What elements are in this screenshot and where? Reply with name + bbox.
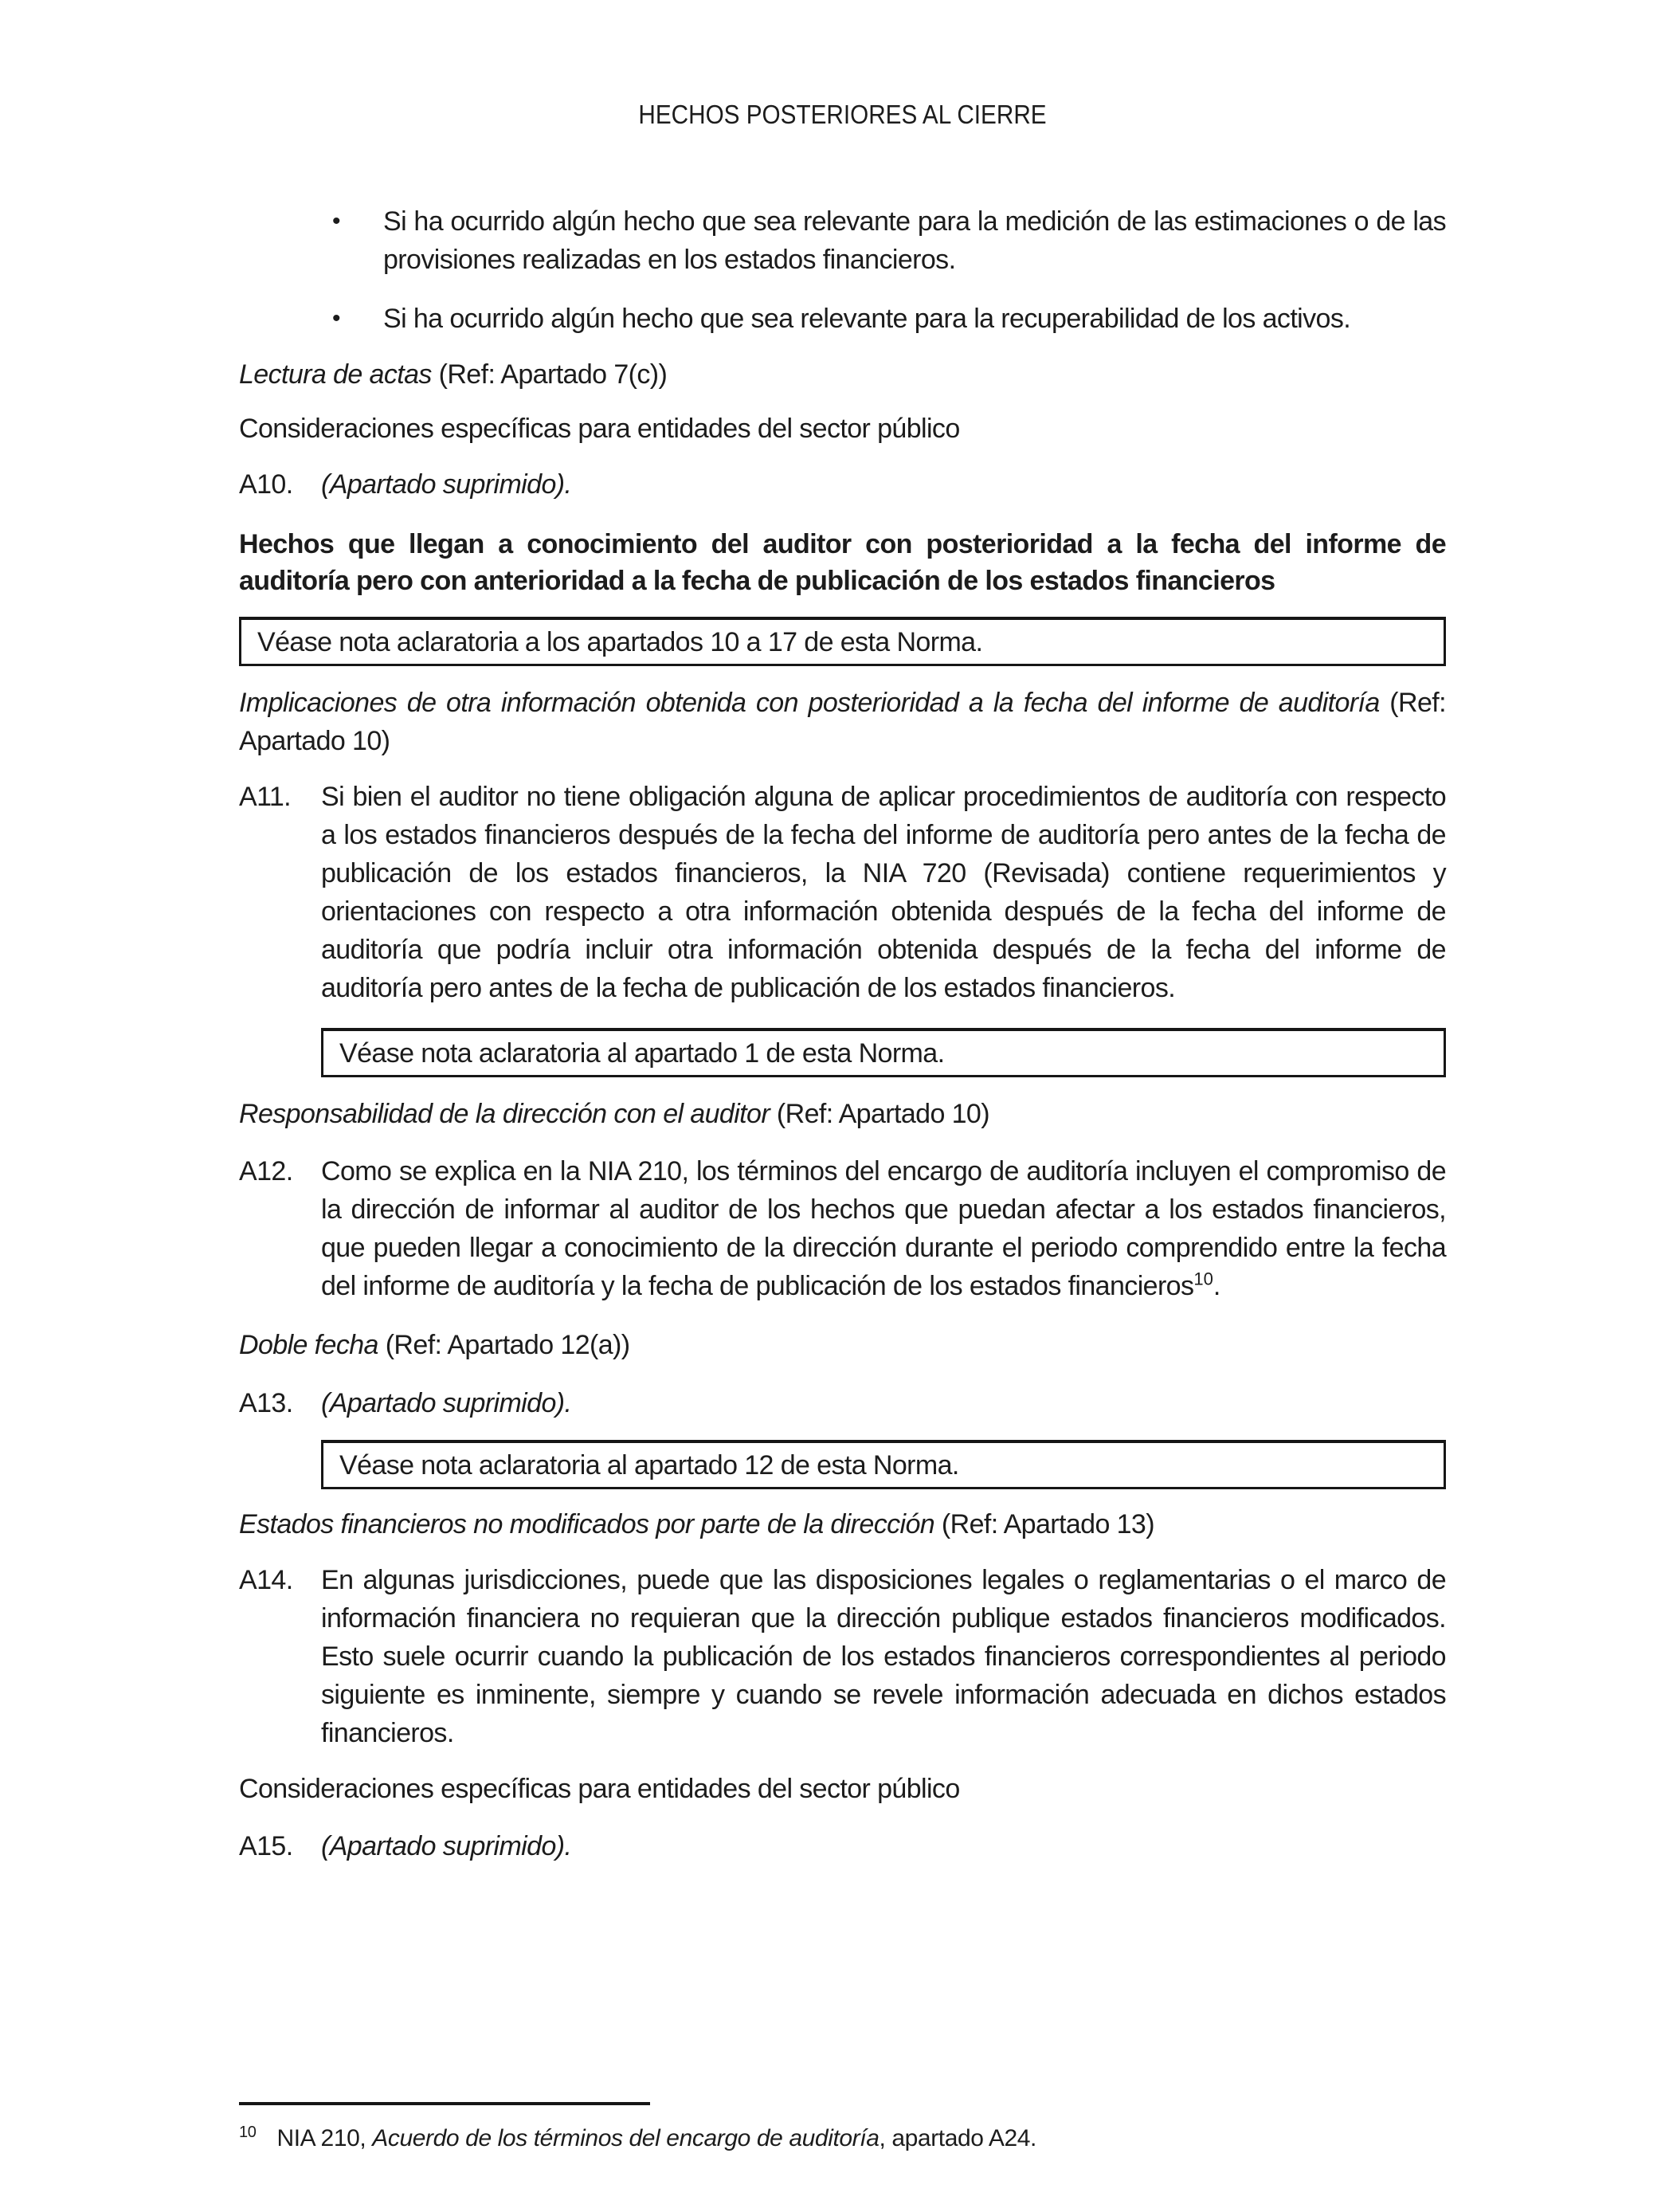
heading-italic-text: Doble fecha: [239, 1330, 378, 1360]
paragraph-label: A11.: [239, 782, 292, 812]
paragraph-a11: [239, 778, 1446, 1007]
footnote-area: [239, 2102, 1446, 2156]
heading-italic-text: Estados financieros no modificados por parte de la dirección: [239, 1509, 935, 1539]
paragraph-a13: [239, 1384, 1446, 1422]
paragraph-text: .: [1213, 1271, 1220, 1301]
paragraph-body: [321, 465, 1446, 504]
footnote-text: NIA 210,: [276, 2125, 373, 2151]
footnote-italic-text: Acuerdo de los términos del encargo de auditoría: [372, 2125, 880, 2151]
paragraph-text: (Apartado suprimido).: [321, 1831, 572, 1861]
section-heading-estados-no-modificados: [239, 1505, 1446, 1543]
note-box-1: [239, 617, 1446, 666]
heading-italic-text: Lectura de actas: [239, 359, 432, 390]
note-box-2: [321, 1028, 1446, 1077]
bullet-text: Si ha ocurrido algún hecho que sea relevante para la recuperabilidad de los activos.: [383, 304, 1351, 334]
bullet-text: Si ha ocurrido algún hecho que sea relevante para la medición de las estimaciones o de las provisiones realizadas en los estados financieros.: [383, 206, 1446, 275]
section-heading-doble-fecha: [239, 1326, 1446, 1364]
heading-italic-text: Responsabilidad de la dirección con el auditor: [239, 1099, 770, 1129]
heading-italic-text: Implicaciones de otra información obtenida con posterioridad a la fecha del informe de auditoría: [239, 688, 1380, 718]
note-box-text: Véase nota aclaratoria al apartado 12 de esta Norma.: [339, 1449, 959, 1481]
heading-ref-text: (Ref: Apartado 10): [239, 688, 1446, 756]
paragraph-a12: [239, 1152, 1446, 1305]
paragraph-label: A15.: [239, 1831, 293, 1861]
paragraph-body: [321, 1384, 1446, 1422]
paragraph-a14: [239, 1561, 1446, 1752]
paragraph-label: A10.: [239, 469, 293, 500]
list-item: [239, 202, 1446, 279]
footnote: [239, 2121, 1446, 2156]
footnote-marker: 10: [239, 2124, 257, 2141]
footnote-reference: 10: [1193, 1269, 1213, 1289]
paragraph-text: (Apartado suprimido).: [321, 1388, 572, 1418]
section-heading-hechos-posteriores: Hechos que llegan a conocimiento del auditor con posterioridad a la fecha del informe de auditoría pero con anterioridad a la fecha de publicación de los estados financieros: [239, 529, 1446, 596]
paragraph-label: A13.: [239, 1388, 293, 1418]
footnote-separator: [239, 2102, 650, 2105]
note-box-3: [321, 1440, 1446, 1489]
paragraph-body: [321, 1827, 1446, 1865]
section-heading-responsabilidad: [239, 1095, 1446, 1133]
paragraph-body: Si bien el auditor no tiene obligación alguna de aplicar procedimientos de auditoría con respecto a los estados financieros después de la fecha del informe de auditoría pero antes de la fecha de publicación de los estados financieros, la NIA 720 (Revisada) contiene requerimientos y orientaciones con respecto a otra información obtenida después de la fecha del informe de auditoría que podría incluir otra información obtenida después de la fecha del informe de auditoría pero antes de la fecha de publicación de los estados financieros.: [321, 782, 1446, 1003]
paragraph-a10: [239, 465, 1446, 504]
paragraph-label: A12.: [239, 1156, 293, 1186]
bullet-icon: •: [332, 208, 340, 234]
page-title: HECHOS POSTERIORES AL CIERRE: [638, 100, 1047, 129]
bullet-icon: •: [332, 305, 340, 331]
paragraph-a15: [239, 1827, 1446, 1865]
paragraph-text: (Apartado suprimido).: [321, 469, 572, 500]
paragraph-label: A14.: [239, 1565, 293, 1595]
subheading-consideraciones-sector-publico-2: Consideraciones específicas para entidades del sector público: [239, 1774, 960, 1804]
list-item: [239, 300, 1446, 338]
paragraph-text: Como se explica en la NIA 210, los términos del encargo de auditoría incluyen el compromiso de la dirección de informar al auditor de los hechos que puedan afectar a los estados financieros, que pueden llegar a conocimiento de la dirección durante el periodo comprendido entre la fecha del informe de auditoría y la fecha de publicación de los estados financieros: [321, 1156, 1446, 1301]
note-box-text: Véase nota aclaratoria al apartado 1 de esta Norma.: [339, 1037, 945, 1069]
section-heading-implicaciones: [239, 684, 1446, 760]
heading-ref-text: (Ref: Apartado 12(a)): [378, 1330, 630, 1360]
paragraph-body: [321, 1152, 1446, 1305]
paragraph-body: En algunas jurisdicciones, puede que las disposiciones legales o reglamentarias o el marco de información financiera no requieran que la dirección publique estados financieros modificados. Esto suele ocurrir cuando la publicación de los estados financieros correspondientes al periodo siguiente es inminente, siempre y cuando se revele información adecuada en dichos estados financieros.: [321, 1565, 1446, 1748]
footnote-text: , apartado A24.: [879, 2125, 1036, 2151]
heading-ref-text: (Ref: Apartado 10): [770, 1099, 989, 1129]
heading-ref-text: (Ref: Apartado 13): [934, 1509, 1154, 1539]
bullet-list: [239, 202, 1446, 338]
note-box-text: Véase nota aclaratoria a los apartados 10 a 17 de esta Norma.: [257, 626, 983, 657]
subheading-consideraciones-sector-publico-1: Consideraciones específicas para entidades del sector público: [239, 414, 960, 444]
heading-ref-text: (Ref: Apartado 7(c)): [431, 359, 668, 390]
section-heading-lectura: [239, 355, 1446, 394]
